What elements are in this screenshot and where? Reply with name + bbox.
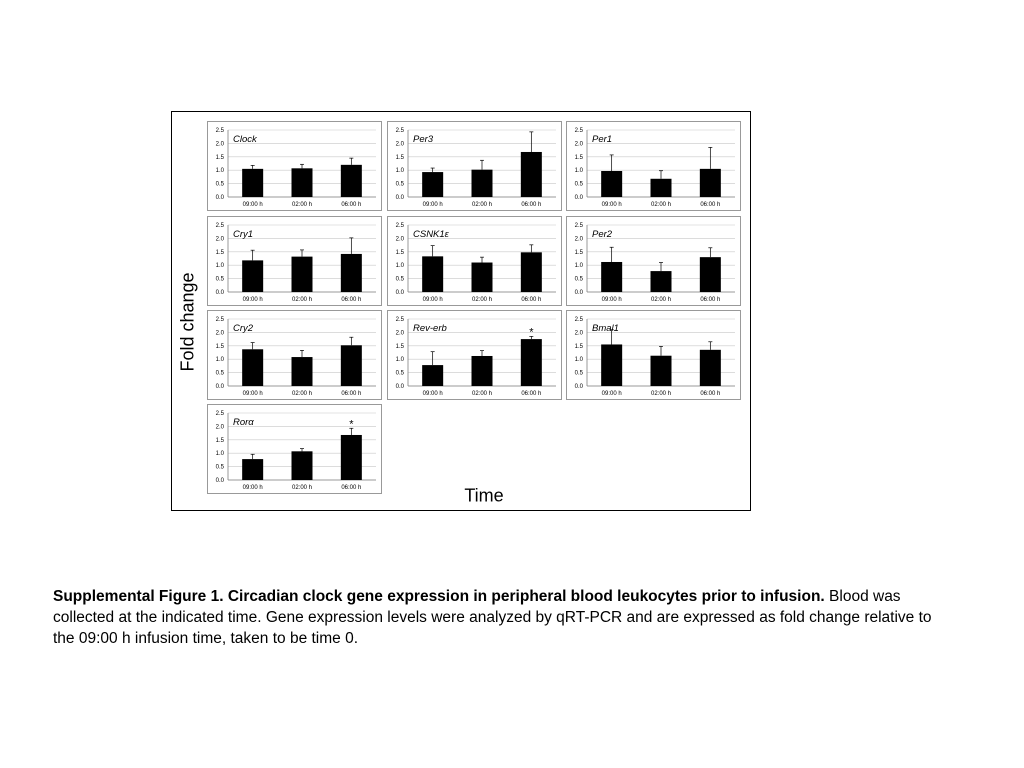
y-tick-label: 2.5 (215, 317, 224, 323)
x-tick-label: 09:00 h (422, 391, 443, 397)
panel-clock (207, 121, 382, 211)
x-tick-label: 06:00 h (341, 202, 362, 208)
x-tick-label: 02:00 h (471, 297, 493, 303)
x-tick-label: 09:00 h (601, 297, 622, 303)
y-tick-label: 1.0 (215, 263, 224, 270)
y-tick-label: 0.0 (215, 195, 224, 201)
x-tick-label: 09:00 h (242, 485, 263, 491)
y-tick-label: 0.0 (574, 290, 583, 296)
y-tick-label: 0.5 (395, 370, 404, 377)
bar (700, 257, 721, 292)
y-tick-label: 0.5 (574, 276, 583, 283)
bar-chart-svg (388, 217, 563, 307)
y-tick-label: 2.0 (215, 330, 224, 337)
bar (521, 152, 542, 197)
gene-title: Per3 (413, 134, 434, 145)
y-tick-label: 2.0 (574, 330, 583, 337)
gene-title: Per1 (592, 134, 613, 145)
y-tick-label: 1.0 (215, 357, 224, 364)
x-tick-label: 02:00 h (291, 485, 313, 491)
y-tick-label: 1.5 (395, 154, 404, 161)
y-tick-label: 2.0 (215, 236, 224, 243)
y-tick-label: 2.5 (574, 223, 583, 229)
y-tick-label: 1.0 (574, 168, 583, 175)
bar (292, 357, 313, 386)
bar (242, 349, 263, 386)
x-tick-label: 09:00 h (242, 202, 263, 208)
bar (242, 459, 263, 480)
y-tick-label: 0.5 (574, 181, 583, 188)
x-tick-label: 09:00 h (422, 202, 443, 208)
panel-per3 (387, 121, 562, 211)
y-tick-label: 1.0 (395, 263, 404, 270)
y-tick-label: 0.0 (395, 290, 404, 296)
bar (651, 271, 672, 292)
bar (341, 254, 362, 292)
x-tick-label: 06:00 h (700, 202, 721, 208)
y-tick-label: 2.0 (395, 141, 404, 148)
bar (292, 257, 313, 292)
gene-title: Clock (233, 134, 257, 145)
gene-title: Per2 (592, 229, 613, 240)
y-tick-label: 2.5 (395, 223, 404, 229)
x-tick-label: 09:00 h (422, 297, 443, 303)
y-tick-label: 0.0 (215, 384, 224, 390)
panel-ror-alpha (207, 404, 382, 494)
y-tick-label: 2.5 (574, 317, 583, 323)
y-tick-label: 0.5 (395, 181, 404, 188)
bar (292, 168, 313, 197)
panel-per2 (566, 216, 741, 306)
y-tick-label: 1.5 (395, 249, 404, 256)
gene-title: Rorα (233, 417, 254, 428)
bar (472, 263, 493, 292)
y-tick-label: 2.5 (574, 128, 583, 134)
bar (341, 165, 362, 197)
x-tick-label: 02:00 h (650, 297, 672, 303)
bar-chart-svg (388, 122, 563, 212)
x-tick-label: 09:00 h (242, 297, 263, 303)
bar (422, 172, 443, 197)
bar-chart-svg (567, 311, 742, 401)
y-tick-label: 1.5 (215, 343, 224, 350)
x-tick-label: 09:00 h (242, 391, 263, 397)
panel-per1 (566, 121, 741, 211)
x-tick-label: 06:00 h (341, 297, 362, 303)
y-tick-label: 1.5 (395, 343, 404, 350)
x-tick-label: 06:00 h (700, 391, 721, 397)
y-tick-label: 1.0 (215, 168, 224, 175)
y-tick-label: 2.0 (395, 330, 404, 337)
bar (242, 260, 263, 292)
bar-chart-svg (208, 217, 383, 307)
x-tick-label: 06:00 h (341, 485, 362, 491)
bar (601, 262, 622, 292)
y-tick-label: 1.0 (395, 168, 404, 175)
y-tick-label: 0.0 (395, 384, 404, 390)
y-tick-label: 2.0 (574, 141, 583, 148)
bar-chart-svg (208, 311, 383, 401)
y-tick-label: 2.0 (574, 236, 583, 243)
x-tick-label: 06:00 h (341, 391, 362, 397)
significance-marker: * (349, 418, 354, 431)
gene-title: Bmal1 (592, 323, 619, 334)
bar (242, 169, 263, 197)
bar (292, 451, 313, 480)
gene-title: Cry2 (233, 323, 254, 334)
x-tick-label: 09:00 h (601, 202, 622, 208)
y-tick-label: 1.5 (215, 154, 224, 161)
y-tick-label: 1.5 (215, 437, 224, 444)
y-tick-label: 1.0 (574, 357, 583, 364)
x-tick-label: 06:00 h (521, 297, 542, 303)
x-tick-label: 02:00 h (291, 202, 313, 208)
y-tick-label: 2.5 (395, 128, 404, 134)
y-tick-label: 1.5 (574, 154, 583, 161)
y-tick-label: 2.5 (215, 128, 224, 134)
x-tick-label: 06:00 h (700, 297, 721, 303)
y-tick-label: 0.0 (574, 384, 583, 390)
bar (521, 339, 542, 386)
y-tick-label: 1.0 (395, 357, 404, 364)
y-tick-label: 0.5 (215, 370, 224, 377)
bar-chart-svg (208, 405, 383, 495)
bar (601, 344, 622, 386)
significance-marker: * (529, 326, 534, 339)
y-axis-title: Fold change (177, 272, 198, 372)
bar (700, 350, 721, 386)
bar (341, 435, 362, 480)
y-tick-label: 1.0 (215, 451, 224, 458)
bar-chart-svg (388, 311, 563, 401)
y-tick-label: 1.5 (215, 249, 224, 256)
bar (422, 365, 443, 386)
x-tick-label: 06:00 h (521, 202, 542, 208)
bar (521, 252, 542, 292)
y-tick-label: 2.0 (395, 236, 404, 243)
panel-rev-erb (387, 310, 562, 400)
panel-bmal1 (566, 310, 741, 400)
panel-cry2 (207, 310, 382, 400)
bar (651, 356, 672, 386)
bar (341, 345, 362, 386)
y-tick-label: 2.5 (215, 411, 224, 417)
bar-chart-svg (208, 122, 383, 212)
bar (651, 179, 672, 197)
y-tick-label: 0.5 (215, 276, 224, 283)
x-tick-label: 02:00 h (291, 391, 313, 397)
y-tick-label: 2.5 (395, 317, 404, 323)
bar-chart-svg (567, 217, 742, 307)
y-tick-label: 2.0 (215, 141, 224, 148)
bar-chart-svg (567, 122, 742, 212)
y-tick-label: 2.5 (215, 223, 224, 229)
caption-title: Supplemental Figure 1. Circadian clock gene expression in peripheral blood leukocytes prior to infusion. (53, 588, 825, 605)
panel-cry1 (207, 216, 382, 306)
x-tick-label: 02:00 h (291, 297, 313, 303)
y-tick-label: 0.0 (215, 478, 224, 484)
y-tick-label: 2.0 (215, 424, 224, 431)
y-tick-label: 0.0 (395, 195, 404, 201)
gene-title: Cry1 (233, 229, 254, 240)
x-tick-label: 06:00 h (521, 391, 542, 397)
y-tick-label: 0.0 (215, 290, 224, 296)
y-tick-label: 1.5 (574, 249, 583, 256)
x-tick-label: 02:00 h (471, 202, 493, 208)
y-tick-label: 0.5 (215, 181, 224, 188)
gene-title: CSNK1ε (413, 229, 449, 240)
bar (472, 356, 493, 386)
caption-body: Blood was collected at the indicated time. Gene expression levels were analyzed by qRT-PCR and are expressed as fold change relative to the 09:00 h infusion time, taken to be time 0. (53, 588, 932, 647)
bar (472, 170, 493, 197)
x-axis-title: Time (464, 485, 504, 506)
y-tick-label: 1.5 (574, 343, 583, 350)
y-tick-label: 0.5 (215, 464, 224, 471)
gene-title: Rev-erb (413, 323, 447, 334)
y-tick-label: 1.0 (574, 263, 583, 270)
bar (700, 169, 721, 197)
x-tick-label: 02:00 h (650, 391, 672, 397)
x-tick-label: 02:00 h (650, 202, 672, 208)
bar (601, 171, 622, 197)
x-tick-label: 09:00 h (601, 391, 622, 397)
figure-caption (53, 586, 933, 649)
y-tick-label: 0.5 (574, 370, 583, 377)
y-tick-label: 0.5 (395, 276, 404, 283)
bar (422, 256, 443, 292)
panel-csnk1e (387, 216, 562, 306)
x-tick-label: 02:00 h (471, 391, 493, 397)
y-tick-label: 0.0 (574, 195, 583, 201)
